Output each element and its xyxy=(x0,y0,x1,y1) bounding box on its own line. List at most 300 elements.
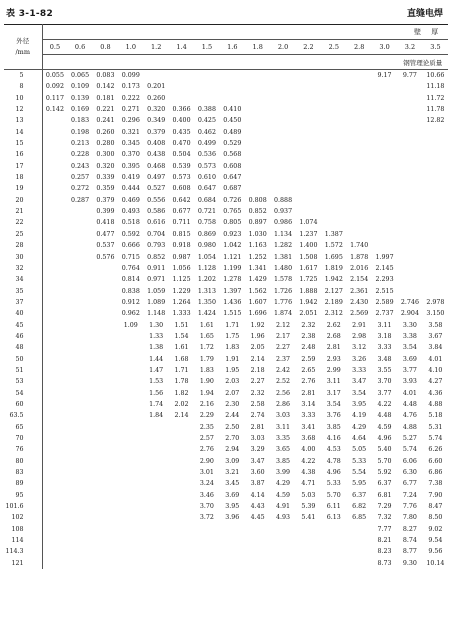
weight-cell xyxy=(220,546,245,557)
weight-cell xyxy=(245,535,270,546)
weight-cell xyxy=(67,478,92,489)
weight-cell xyxy=(397,240,422,251)
weight-cell: 4.16 xyxy=(326,435,341,442)
weight-cell xyxy=(42,444,67,455)
weight-cell xyxy=(42,308,67,319)
weight-cell xyxy=(372,149,397,160)
weight-cell: 6.37 xyxy=(352,491,367,499)
table-title: 直缝电焊 xyxy=(406,9,443,19)
weight-cell: 3.96 xyxy=(225,514,240,522)
weight-cell: 3.54 xyxy=(326,400,341,408)
weight-cell: 2.18 xyxy=(250,366,265,374)
weight-cell: 7.29 xyxy=(377,503,392,511)
weight-cell xyxy=(245,172,270,183)
weight-cell: 1.74 xyxy=(149,400,164,408)
outer-diameter-cell: 80 xyxy=(4,456,42,467)
weight-cell xyxy=(194,524,219,535)
weight-cell xyxy=(270,70,295,82)
weight-cell: 11.78 xyxy=(426,106,445,114)
weight-cell xyxy=(118,524,143,535)
weight-cell xyxy=(67,342,92,353)
weight-cell: 9.30 xyxy=(402,559,417,567)
weight-cell: 1.65 xyxy=(199,332,214,340)
weight-cell: 3.33 xyxy=(377,344,392,352)
weight-cell: 0.181 xyxy=(96,94,115,102)
weight-cell: 4.01 xyxy=(428,355,443,363)
weight-cell: 0.173 xyxy=(121,83,140,91)
weight-cell xyxy=(67,558,92,569)
weight-cell: 6.82 xyxy=(352,503,367,511)
weight-cell: 2.051 xyxy=(299,310,318,318)
table-row xyxy=(4,127,448,138)
outer-diameter-cell: 37 xyxy=(4,297,42,308)
weight-cell: 1.030 xyxy=(248,230,267,238)
thickness-col-header: 3.0 xyxy=(372,40,397,55)
weight-cell xyxy=(397,161,422,172)
thickness-row xyxy=(4,40,448,55)
weight-cell xyxy=(423,274,449,285)
weight-cell: 4.88 xyxy=(402,423,417,431)
weight-cell: 3.58 xyxy=(428,321,443,329)
weight-cell xyxy=(144,433,169,444)
weight-cell: 2.05 xyxy=(250,344,265,352)
weight-cell: 1.819 xyxy=(324,264,343,272)
weight-cell: 1.61 xyxy=(199,321,214,329)
weight-cell xyxy=(42,263,67,274)
weight-cell: 1.68 xyxy=(174,355,189,363)
weight-cell xyxy=(372,104,397,115)
weight-cell: 2.35 xyxy=(199,423,214,431)
weight-cell xyxy=(296,161,321,172)
weight-cell xyxy=(42,422,67,433)
weight-cell xyxy=(296,558,321,569)
weight-cell: 9.54 xyxy=(428,537,443,545)
weight-cell xyxy=(93,297,118,308)
weight-cell: 0.592 xyxy=(121,230,140,238)
weight-cell: 0.065 xyxy=(71,72,90,79)
weight-cell xyxy=(144,467,169,478)
table-row xyxy=(4,183,448,194)
weight-cell xyxy=(118,546,143,557)
table-row xyxy=(4,490,448,501)
weight-cell: 1.125 xyxy=(172,276,191,284)
table-row xyxy=(4,138,448,149)
outer-diameter-cell: 48 xyxy=(4,342,42,353)
weight-cell: 2.65 xyxy=(301,366,316,374)
weight-cell: 1.607 xyxy=(248,298,267,306)
weight-cell: 0.704 xyxy=(147,230,166,238)
weight-cell xyxy=(93,444,118,455)
weight-cell xyxy=(347,183,372,194)
weight-cell: 2.14 xyxy=(250,355,265,363)
table-row xyxy=(4,81,448,92)
weight-cell: 0.568 xyxy=(223,151,242,159)
weight-cell: 4.14 xyxy=(250,491,265,499)
weight-cell: 10.66 xyxy=(426,72,445,79)
weight-cell xyxy=(194,546,219,557)
outer-diameter-cell: 89 xyxy=(4,478,42,489)
weight-cell: 3.26 xyxy=(352,355,367,363)
weight-cell: 0.395 xyxy=(121,162,140,170)
weight-cell: 0.320 xyxy=(96,162,115,170)
weight-cell xyxy=(42,524,67,535)
weight-cell: 1.71 xyxy=(174,366,189,374)
table-row xyxy=(4,217,448,228)
weight-cell xyxy=(321,183,346,194)
thickness-col-header: 2.8 xyxy=(347,40,372,55)
thickness-col-header: 2.0 xyxy=(270,40,295,55)
weight-cell xyxy=(67,490,92,501)
weight-cell: 8.27 xyxy=(402,525,417,533)
weight-cell: 5.74 xyxy=(402,446,417,454)
outer-diameter-cell: 83 xyxy=(4,467,42,478)
weight-cell: 8.23 xyxy=(377,548,392,556)
weight-cell xyxy=(118,433,143,444)
weight-cell: 3.14 xyxy=(301,400,316,408)
weight-cell: 0.370 xyxy=(121,151,140,159)
weight-cell xyxy=(372,240,397,251)
outer-diameter-cell: 121 xyxy=(4,558,42,569)
weight-cell: 8.21 xyxy=(377,537,392,545)
weight-cell: 0.912 xyxy=(121,298,140,306)
weight-cell xyxy=(220,524,245,535)
outer-diameter-cell: 108 xyxy=(4,524,42,535)
outer-diameter-cell: 102 xyxy=(4,512,42,523)
weight-cell xyxy=(372,195,397,206)
weight-cell xyxy=(270,93,295,104)
weight-cell xyxy=(397,127,422,138)
weight-cell: 3.47 xyxy=(250,457,265,465)
weight-cell: 3.33 xyxy=(352,366,367,374)
weight-cell: 0.980 xyxy=(197,242,216,250)
weight-cell xyxy=(42,490,67,501)
thickness-col-header: 1.5 xyxy=(194,40,219,55)
weight-cell: 5.33 xyxy=(326,480,341,488)
weight-cell: 5.54 xyxy=(352,469,367,477)
weight-cell: 0.468 xyxy=(147,162,166,170)
weight-cell: 0.280 xyxy=(96,140,115,148)
weight-cell: 0.092 xyxy=(45,83,64,91)
weight-cell: 1.429 xyxy=(248,276,267,284)
weight-cell xyxy=(118,331,143,342)
outer-diameter-cell: 19 xyxy=(4,183,42,194)
outer-diameter-cell: 95 xyxy=(4,490,42,501)
weight-cell xyxy=(423,195,449,206)
table-row xyxy=(4,388,448,399)
thickness-col-header: 1.8 xyxy=(245,40,270,55)
weight-cell: 3.41 xyxy=(301,423,316,431)
od-header: 外径 /mm xyxy=(4,25,42,70)
weight-cell: 5.70 xyxy=(326,491,341,499)
weight-cell xyxy=(347,217,372,228)
weight-cell: 0.477 xyxy=(96,230,115,238)
weight-cell: 4.38 xyxy=(301,469,316,477)
weight-cell: 2.37 xyxy=(276,355,291,363)
weight-cell: 3.77 xyxy=(402,366,417,374)
weight-cell: 0.243 xyxy=(71,162,90,170)
weight-cell: 0.083 xyxy=(96,72,115,79)
outer-diameter-cell: 40 xyxy=(4,308,42,319)
weight-cell xyxy=(321,535,346,546)
weight-cell xyxy=(270,149,295,160)
weight-cell xyxy=(42,558,67,569)
weight-cell: 2.16 xyxy=(199,400,214,408)
weight-cell: 5.39 xyxy=(301,503,316,511)
weight-cell xyxy=(42,195,67,206)
weight-cell xyxy=(245,183,270,194)
weight-cell: 0.055 xyxy=(45,72,64,79)
outer-diameter-cell: 10 xyxy=(4,93,42,104)
weight-cell: 2.14 xyxy=(174,412,189,420)
weight-cell: 2.12 xyxy=(276,321,291,329)
weight-cell: 4.64 xyxy=(352,435,367,442)
table-row xyxy=(4,297,448,308)
weight-cell: 0.388 xyxy=(197,106,216,114)
weight-cell xyxy=(118,512,143,523)
weight-cell xyxy=(347,149,372,160)
weight-cell: 2.62 xyxy=(326,321,341,329)
weight-cell xyxy=(42,376,67,387)
weight-cell: 1.90 xyxy=(199,378,214,386)
weight-cell: 4.96 xyxy=(326,469,341,477)
weight-cell xyxy=(42,501,67,512)
weight-cell: 0.586 xyxy=(147,208,166,216)
weight-cell: 1.313 xyxy=(197,287,216,295)
weight-cell: 1.09 xyxy=(123,321,138,329)
weight-cell xyxy=(93,546,118,557)
outer-diameter-cell: 46 xyxy=(4,331,42,342)
weight-cell: 3.48 xyxy=(377,355,392,363)
outer-diameter-cell: 28 xyxy=(4,240,42,251)
thickness-col-header: 2.2 xyxy=(296,40,321,55)
weight-cell xyxy=(296,104,321,115)
weight-cell: 0.666 xyxy=(121,242,140,250)
weight-cell xyxy=(397,93,422,104)
weight-cell xyxy=(118,342,143,353)
weight-cell xyxy=(67,365,92,376)
outer-diameter-cell: 60 xyxy=(4,399,42,410)
weight-cell xyxy=(220,535,245,546)
weight-cell xyxy=(169,70,194,82)
weight-cell: 0.852 xyxy=(248,208,267,216)
table-row xyxy=(4,422,448,433)
weight-cell xyxy=(93,535,118,546)
weight-cell: 0.852 xyxy=(147,253,166,261)
weight-cell xyxy=(423,161,449,172)
weight-cell: 0.608 xyxy=(223,162,242,170)
weight-cell: 2.74 xyxy=(250,412,265,420)
weight-cell xyxy=(347,138,372,149)
weight-cell xyxy=(42,354,67,365)
weight-cell xyxy=(169,478,194,489)
weight-cell xyxy=(118,399,143,410)
weight-cell: 3.35 xyxy=(276,435,291,442)
weight-cell: 1.202 xyxy=(197,276,216,284)
weight-cell xyxy=(67,433,92,444)
weight-cell: 3.11 xyxy=(276,423,291,431)
weight-cell: 1.278 xyxy=(223,276,242,284)
weight-cell: 3.03 xyxy=(276,412,291,420)
outer-diameter-cell: 101.6 xyxy=(4,501,42,512)
weight-cell: 3.24 xyxy=(199,480,214,488)
weight-cell xyxy=(194,70,219,82)
weight-cell: 2.737 xyxy=(375,310,394,318)
outer-diameter-cell: 12 xyxy=(4,104,42,115)
weight-cell: 1.562 xyxy=(248,287,267,295)
weight-cell xyxy=(42,217,67,228)
weight-cell: 6.30 xyxy=(402,469,417,477)
weight-cell xyxy=(144,478,169,489)
weight-cell xyxy=(397,149,422,160)
weight-cell: 0.228 xyxy=(71,151,90,159)
weight-cell xyxy=(321,104,346,115)
weight-cell xyxy=(42,456,67,467)
table-row xyxy=(4,535,448,546)
weight-cell xyxy=(169,524,194,535)
weight-cell: 4.93 xyxy=(276,514,291,522)
weight-cell xyxy=(67,410,92,421)
weight-cell xyxy=(42,388,67,399)
weight-cell xyxy=(42,286,67,297)
weight-cell: 0.272 xyxy=(71,185,90,193)
weight-cell: 3.21 xyxy=(225,469,240,477)
table-row xyxy=(4,331,448,342)
weight-cell xyxy=(296,206,321,217)
weight-cell: 4.91 xyxy=(276,503,291,511)
weight-cell xyxy=(245,524,270,535)
weight-cell: 3.67 xyxy=(428,332,443,340)
weight-cell: 2.02 xyxy=(174,400,189,408)
weight-cell xyxy=(67,512,92,523)
weight-cell: 0.869 xyxy=(197,230,216,238)
weight-cell: 0.379 xyxy=(147,128,166,136)
weight-cell: 1.121 xyxy=(223,253,242,261)
weight-cell xyxy=(144,70,169,82)
thickness-col-header: 1.0 xyxy=(118,40,143,55)
weight-cell xyxy=(93,456,118,467)
weight-cell xyxy=(296,138,321,149)
weight-cell: 3.76 xyxy=(326,412,341,420)
weight-cell: 2.30 xyxy=(225,400,240,408)
weight-cell xyxy=(93,388,118,399)
thickness-col-header: 1.2 xyxy=(144,40,169,55)
weight-cell: 4.01 xyxy=(402,389,417,397)
weight-cell xyxy=(397,195,422,206)
weight-cell xyxy=(220,558,245,569)
weight-cell: 0.321 xyxy=(121,128,140,136)
table-row xyxy=(4,252,448,263)
weight-cell: 0.937 xyxy=(274,208,293,216)
table-row xyxy=(4,115,448,126)
weight-cell xyxy=(144,524,169,535)
weight-cell: 12.82 xyxy=(426,117,445,125)
weight-cell: 7.24 xyxy=(402,491,417,499)
weight-cell xyxy=(67,354,92,365)
weight-cell xyxy=(93,263,118,274)
weight-cell: 1.252 xyxy=(248,253,267,261)
weight-cell: 3.85 xyxy=(326,423,341,431)
weight-cell: 4.53 xyxy=(326,446,341,454)
outer-diameter-cell: 53 xyxy=(4,376,42,387)
weight-cell: 4.22 xyxy=(301,457,316,465)
weight-cell: 6.13 xyxy=(326,514,341,522)
outer-diameter-cell: 15 xyxy=(4,138,42,149)
weight-cell: 0.099 xyxy=(121,72,140,79)
weight-cell: 0.257 xyxy=(71,174,90,182)
weight-cell: 3.69 xyxy=(402,355,417,363)
weight-cell xyxy=(270,161,295,172)
weight-cell: 3.55 xyxy=(377,366,392,374)
outer-diameter-cell: 25 xyxy=(4,229,42,240)
weight-cell: 0.260 xyxy=(147,94,166,102)
weight-cell xyxy=(194,535,219,546)
table-row xyxy=(4,195,448,206)
weight-cell xyxy=(118,490,143,501)
weight-cell xyxy=(169,512,194,523)
weight-cell xyxy=(347,127,372,138)
weight-cell xyxy=(347,115,372,126)
weight-cell xyxy=(270,183,295,194)
outer-diameter-cell: 45 xyxy=(4,320,42,331)
weight-cell: 0.470 xyxy=(172,140,191,148)
weight-cell xyxy=(296,127,321,138)
weight-cell xyxy=(67,524,92,535)
weight-cell: 1.942 xyxy=(324,276,343,284)
weight-cell xyxy=(296,70,321,82)
weight-cell: 0.339 xyxy=(96,174,115,182)
weight-cell: 3.11 xyxy=(377,321,392,329)
table-row xyxy=(4,229,448,240)
weight-cell: 0.986 xyxy=(274,219,293,227)
weight-cell: 0.117 xyxy=(45,94,64,102)
weight-cell: 0.518 xyxy=(121,219,140,227)
weight-cell xyxy=(118,501,143,512)
weight-cell: 5.05 xyxy=(352,446,367,454)
weight-cell: 2.38 xyxy=(301,332,316,340)
weight-cell: 1.38 xyxy=(149,344,164,352)
weight-cell: 0.527 xyxy=(147,185,166,193)
weight-cell: 2.312 xyxy=(324,310,343,318)
weight-cell: 9.56 xyxy=(428,548,443,556)
weight-cell: 7.80 xyxy=(402,514,417,522)
weight-cell xyxy=(347,558,372,569)
weight-cell: 0.573 xyxy=(197,162,216,170)
weight-cell xyxy=(423,217,449,228)
weight-cell: 7.77 xyxy=(377,525,392,533)
weight-cell: 3.30 xyxy=(402,321,417,329)
weight-cell: 1.33 xyxy=(149,332,164,340)
weight-cell: 0.536 xyxy=(197,151,216,159)
weight-cell xyxy=(347,206,372,217)
weight-cell: 2.57 xyxy=(199,435,214,442)
weight-cell: 2.016 xyxy=(350,264,369,272)
weight-cell: 6.26 xyxy=(428,446,443,454)
weight-cell: 1.725 xyxy=(299,276,318,284)
weight-cell: 2.145 xyxy=(375,264,394,272)
weight-cell: 0.345 xyxy=(121,140,140,148)
weight-cell xyxy=(296,149,321,160)
outer-diameter-cell: 35 xyxy=(4,286,42,297)
weight-cell: 2.42 xyxy=(276,366,291,374)
weight-cell xyxy=(42,138,67,149)
weight-cell: 0.109 xyxy=(71,83,90,91)
weight-cell: 2.59 xyxy=(301,355,316,363)
weight-cell: 1.148 xyxy=(147,310,166,318)
table-row xyxy=(4,478,448,489)
weight-cell: 1.515 xyxy=(223,310,242,318)
thickness-col-header: 0.8 xyxy=(93,40,118,55)
weight-cell: 2.904 xyxy=(400,310,419,318)
